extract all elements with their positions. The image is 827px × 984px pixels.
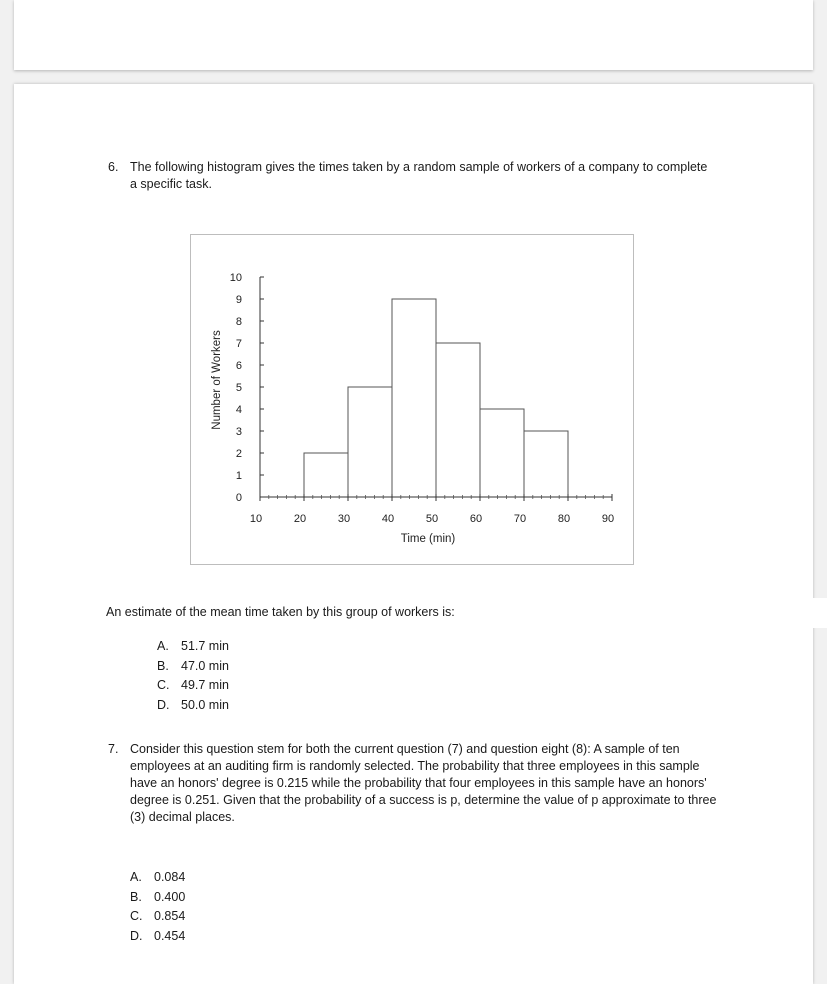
y-tick-label: 6 [235, 360, 242, 372]
option-letter: A. [157, 639, 169, 653]
option-text: 0.854 [154, 909, 186, 923]
option-6c[interactable] [157, 676, 229, 696]
question-6-prompt: An estimate of the mean time taken by this group of workers is: [106, 605, 455, 619]
option-6d[interactable] [157, 696, 229, 716]
option-text: 0.454 [154, 928, 186, 943]
x-axis-label: Time (min) [400, 533, 456, 545]
question-7-text: Consider this question stem for both the current question (7) and question eight (8): A sample of ten employees at an auditing firm is randomly selected. The probability that three employees in this sample have an honors' degree is 0.215 while the probability that four employees in this sample have an honors' degree is 0.251. Given that the probability of a success is p, determine the value of p approximate to three (3) decimal places. [130, 742, 717, 824]
page-edge-fragment [813, 598, 827, 628]
histogram-bar-40-50 [392, 299, 436, 497]
option-6b[interactable] [157, 657, 229, 677]
y-tick-label: 4 [235, 404, 242, 416]
y-axis-label: Number of Workers [211, 330, 223, 430]
y-tick-label: 8 [235, 316, 242, 328]
option-text: 50.0 min [181, 697, 229, 712]
option-7c[interactable] [130, 907, 185, 927]
y-tick-label: 7 [235, 338, 242, 350]
y-tick-label: 1 [235, 470, 242, 482]
option-text: 0.084 [154, 870, 186, 884]
option-7a[interactable] [130, 868, 185, 888]
x-tick-label: 40 [381, 513, 395, 525]
previous-page [14, 0, 813, 70]
histogram-bar-60-70 [480, 409, 524, 497]
y-tick-label: 0 [235, 492, 242, 504]
x-tick-label: 80 [557, 513, 571, 525]
option-letter: C. [130, 909, 143, 923]
y-tick-label: 2 [235, 448, 242, 460]
option-text: 49.7 min [181, 678, 229, 692]
option-7d[interactable] [130, 927, 185, 947]
x-tick-label: 10 [249, 513, 263, 525]
question-6-number: 6. [108, 160, 119, 174]
x-tick-label: 20 [293, 513, 307, 525]
x-tick-label: 50 [425, 513, 439, 525]
option-letter: B. [130, 889, 142, 904]
question-6-options [157, 637, 229, 715]
x-tick-label: 70 [513, 513, 527, 525]
option-text: 0.400 [154, 889, 186, 904]
y-tick-label: 5 [235, 382, 242, 394]
option-text: 47.0 min [181, 658, 229, 673]
y-tick-label: 3 [235, 426, 242, 438]
x-tick-label: 90 [601, 513, 615, 525]
x-tick-label: 60 [469, 513, 483, 525]
histogram-bar-20-30 [304, 453, 348, 497]
option-letter: D. [130, 928, 143, 943]
histogram-bar-70-80 [524, 431, 568, 497]
y-tick-label: 9 [235, 294, 242, 306]
option-letter: D. [157, 697, 170, 712]
option-text: 51.7 min [181, 639, 229, 653]
histogram-bar-30-40 [348, 387, 392, 497]
question-6-text: The following histogram gives the times taken by a random sample of workers of a company to complete a specific task. [130, 160, 708, 191]
histogram-bar-50-60 [436, 343, 480, 497]
option-letter: B. [157, 658, 169, 673]
option-6a[interactable] [157, 637, 229, 657]
x-tick-label: 30 [337, 513, 351, 525]
histogram-svg [191, 235, 633, 564]
option-7b[interactable] [130, 888, 185, 908]
question-7-number: 7. [108, 742, 119, 756]
option-letter: C. [157, 678, 170, 692]
option-letter: A. [130, 870, 142, 884]
histogram-chart [190, 234, 634, 565]
question-7-options [130, 868, 185, 946]
y-tick-label: 10 [229, 272, 242, 284]
